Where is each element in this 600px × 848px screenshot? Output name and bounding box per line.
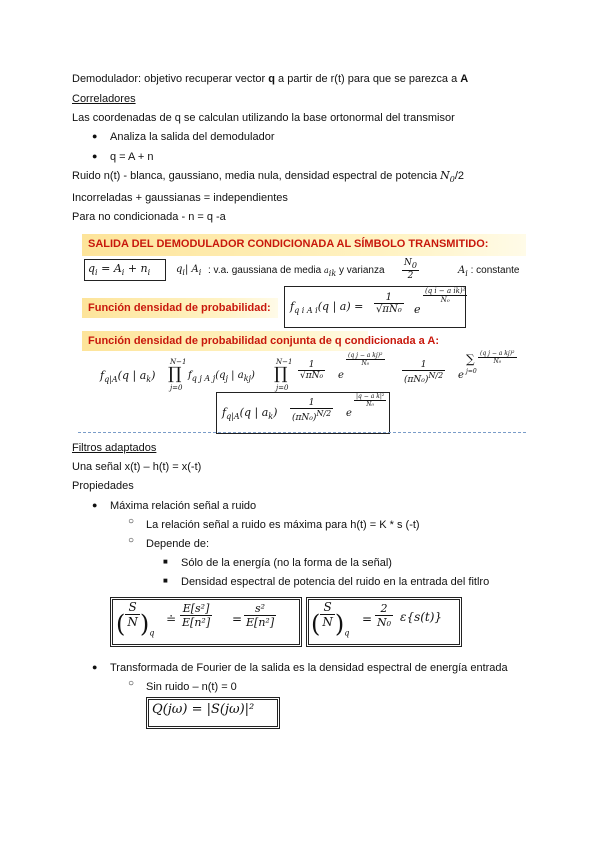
snr2-n: N <box>322 615 333 629</box>
const-a: A <box>458 265 466 276</box>
eq-a: = A <box>97 262 122 275</box>
snr-lhs: ( $\frac{S}{N}$ )$_q$ <box>116 600 155 638</box>
ruido-n0: N <box>440 169 450 182</box>
bullet-dot: ● <box>92 662 98 672</box>
square-bullet: ■ <box>163 576 168 585</box>
final-num: 1 <box>290 398 333 409</box>
intro-a-bold: A <box>460 73 469 85</box>
final-exp-den: N₀ <box>366 401 374 408</box>
given-text-row <box>208 265 385 278</box>
prod-top: N−1 <box>170 358 187 366</box>
bullet-item: Analiza la salida del demodulador <box>110 131 275 143</box>
given-q: q <box>176 264 183 275</box>
intro-q-bold: q <box>268 73 275 85</box>
var-num: N <box>404 258 412 268</box>
density-exp-den: N₀ <box>440 296 450 304</box>
density-frac <box>374 292 404 315</box>
given-mean-sub: ik <box>328 269 337 278</box>
heading-correladores: Correladores <box>72 93 136 105</box>
ruido-line <box>72 169 464 187</box>
sum-exp-top: (q j − a kj)² <box>480 350 515 357</box>
eq-n-sub: i <box>147 268 151 278</box>
incorreladas-text: Incorreladas + gaussianas = independientes <box>72 192 288 204</box>
final-exp <box>354 393 386 408</box>
var-den: 2 <box>407 270 414 281</box>
snr-equals: = <box>232 612 243 626</box>
ruido-tail: /2 <box>454 170 465 182</box>
snr-s: S <box>125 600 140 615</box>
joint-frac <box>298 360 325 381</box>
eq-a-sub: i <box>121 268 125 278</box>
final-lhs <box>222 406 277 421</box>
prod2-symbol: ∏ <box>274 364 288 384</box>
coords-text: Las coordenadas de q se calculan utilizando la base ortonormal del transmisor <box>72 112 455 124</box>
joint-frac-num: 1 <box>298 360 325 371</box>
bullet-dot: ● <box>92 131 98 141</box>
snr2-q: q <box>344 628 350 638</box>
eq-qi <box>88 262 150 277</box>
no-cond-text: Para no condicionada - n = q -a <box>72 211 226 223</box>
given-a-sub: i <box>198 268 202 277</box>
ft-equation: Q(jω) = |S(jω)|² <box>152 702 255 717</box>
snr2-energy: ε{s(t)} <box>400 610 443 624</box>
snr2-s: S <box>320 600 335 615</box>
sum-exp-den: N₀ <box>493 358 502 365</box>
intro-line <box>72 72 468 86</box>
density-f: f <box>290 300 295 313</box>
joint-arg-sub: k <box>146 375 152 385</box>
var-frac <box>402 258 419 281</box>
density-label: Función densidad de probabilidad: <box>88 302 271 314</box>
joint-arg2-end: ) <box>251 370 255 381</box>
snr2-num: 2 <box>375 602 393 616</box>
final-exp-top: |q − a k|² <box>356 393 385 400</box>
joint-arg2-tail: | a <box>228 370 244 381</box>
ruido-n0-sub: 0 <box>449 175 455 185</box>
sum-exp <box>478 350 517 365</box>
density-arg3: ) = <box>346 300 364 313</box>
final-den: (πN₀) <box>292 413 317 423</box>
joint-arg2: (q <box>215 370 226 381</box>
joint-frac2-den: (πN₀) <box>404 375 429 385</box>
joint-exp-bot: N₀ <box>361 360 370 367</box>
given-text: : v.a. gaussiana de media <box>208 265 324 276</box>
joint-label: Función densidad de probabilidad conjunta de q condicionada a A: <box>88 335 440 347</box>
snr2-equals: = <box>362 612 373 626</box>
bullet-transformada: Transformada de Fourier de la salida es la densidad espectral de energía entrada <box>110 662 508 674</box>
prod-bot: j=0 <box>170 384 183 392</box>
sub-bullet-depende: Depende de: <box>146 538 209 550</box>
snr-num2: s² <box>244 602 276 616</box>
snr2-frac <box>375 602 393 629</box>
snr-frac2 <box>244 602 276 629</box>
heading-filtros: Filtros adaptados <box>72 442 157 454</box>
var-num-sub: 0 <box>411 260 417 270</box>
final-f-sub: q|A <box>226 412 240 422</box>
joint-arg: (q | a <box>117 369 147 382</box>
sub-bullet-sin-ruido: Sin ruido – n(t) = 0 <box>146 681 237 693</box>
snr-den1: E[n²] <box>182 616 211 629</box>
joint-frac-den: √πN₀ <box>300 371 324 381</box>
snr-den2: E[n²] <box>246 616 275 629</box>
constante-text: : constante <box>467 265 520 276</box>
square-bullet: ■ <box>163 557 168 566</box>
final-arg-tail: ) <box>273 406 278 419</box>
snr2-lhs: ( $\frac{S}{N}$ )$_q$ <box>311 600 350 638</box>
given-expr <box>176 264 201 277</box>
density-exp-num: (q i − a ik)² <box>425 287 466 295</box>
joint-lhs <box>100 369 155 384</box>
density-f-sub: q i A i <box>294 306 318 316</box>
snr-frac1 <box>180 602 212 629</box>
joint-frac2-pow: N/2 <box>428 371 444 380</box>
joint-arg2-sub: j <box>225 374 228 383</box>
bullet-dot: ● <box>92 151 98 161</box>
varianza-text: y varianza <box>336 265 385 276</box>
figure-dashed-divider <box>78 432 526 433</box>
prod-symbol: ∏ <box>168 364 182 384</box>
eq-n: + n <box>124 262 148 275</box>
intro-text-c: a partir de r(t) para que se parezca a <box>275 73 461 85</box>
joint-frac2 <box>402 360 445 385</box>
density-arg2: | a <box>329 300 347 313</box>
sum-bot: j=0 <box>466 368 477 375</box>
intro-text-a: Demodulador: objetivo recuperar vector <box>72 73 269 85</box>
density-arg: (q <box>317 300 330 313</box>
given-a: | A <box>184 264 199 275</box>
joint-e2: e <box>458 370 464 381</box>
eq-q-sub: i <box>95 268 98 278</box>
joint-arg2-sub2: kj <box>243 374 252 383</box>
joint-f2 <box>188 370 255 383</box>
item-energia: Sólo de la energía (no la forma de la señal) <box>181 557 392 569</box>
density-den: √πN₀ <box>376 304 402 315</box>
joint-frac2-num: 1 <box>402 360 445 371</box>
sum-symbol: ∑ <box>466 352 475 366</box>
prod2-top: N−1 <box>276 358 293 366</box>
joint-exp-top: (q j − a kj)² <box>348 352 383 359</box>
snr-approx: ≐ <box>166 612 177 626</box>
sub-bullet-circle: ○ <box>128 516 135 527</box>
snr2-den: N₀ <box>377 616 392 629</box>
joint-f: f <box>100 369 105 382</box>
snr-n: N <box>127 615 138 629</box>
final-f: f <box>222 406 227 419</box>
sub-bullet-circle: ○ <box>128 678 135 689</box>
prod2-bot: j=0 <box>276 384 289 392</box>
snr-num1: E[s²] <box>180 602 212 616</box>
const-a-sub: i <box>465 269 468 278</box>
eq-q: q <box>88 262 96 275</box>
density-exp <box>423 287 467 304</box>
bullet-dot: ● <box>92 500 98 510</box>
density-e: e <box>414 303 421 316</box>
final-arg: (q | a <box>239 406 269 419</box>
joint-f2-f: f <box>188 370 192 381</box>
given-q-sub: i <box>182 268 185 277</box>
joint-e: e <box>338 370 344 381</box>
joint-exp <box>346 352 385 367</box>
sub-bullet-circle: ○ <box>128 535 135 546</box>
final-e: e <box>346 408 352 419</box>
joint-f-sub: q|A <box>104 375 118 385</box>
constante-row <box>458 265 520 278</box>
joint-f2-sub: q j A j <box>191 374 216 383</box>
propiedades-text: Propiedades <box>72 480 134 492</box>
snr-q: q <box>149 628 155 638</box>
joint-arg-tail: ) <box>151 369 156 382</box>
final-pow: N/2 <box>316 409 332 418</box>
senal-text: Una señal x(t) – h(t) = x(-t) <box>72 461 202 473</box>
density-num: 1 <box>374 292 404 304</box>
item-densidad: Densidad espectral de potencia del ruido en la entrada del fitlro <box>181 576 490 588</box>
ruido-text: Ruido n(t) - blanca, gaussiano, media nula, densidad espectral de potencia <box>72 170 441 182</box>
sub-bullet-snr: La relación señal a ruido es máxima para h(t) = K * s (-t) <box>146 519 420 531</box>
final-arg-sub: k <box>268 412 274 422</box>
bullet-maxima: Máxima relación señal a ruido <box>110 500 257 512</box>
figure-title: SALIDA DEL DEMODULADOR CONDICIONADA AL SÍMBOLO TRANSMITIDO: <box>88 238 489 250</box>
bullet-item: q = A + n <box>110 151 154 163</box>
given-mean: a <box>324 266 329 275</box>
density-lhs <box>290 300 363 315</box>
final-frac <box>290 398 333 423</box>
